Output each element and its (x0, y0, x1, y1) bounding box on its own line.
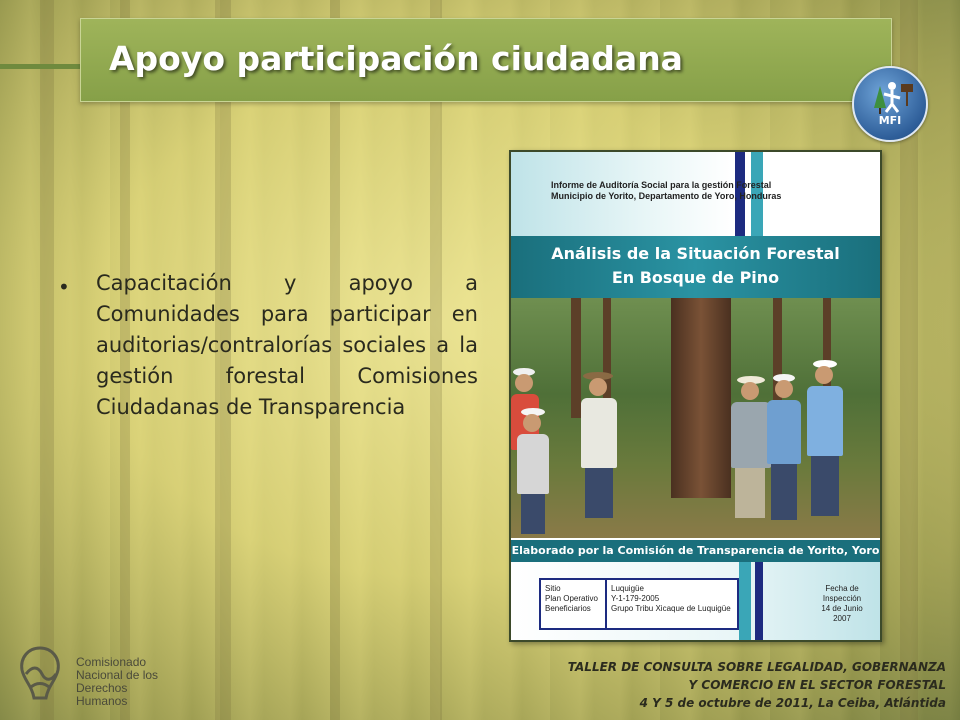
info-label: Beneficiarios (545, 604, 591, 613)
event-line: TALLER DE CONSULTA SOBRE LEGALIDAD, GOBERNANZA (567, 660, 946, 674)
event-caption (568, 658, 946, 712)
cover-header-line: Municipio de Yorito, Departamento de Yoro, Honduras (551, 191, 782, 201)
forest-photo (511, 298, 880, 538)
info-labels (545, 584, 603, 614)
comisionado-name (76, 656, 158, 708)
cover-stripe (755, 562, 763, 640)
cover-header-line: Informe de Auditoría Social para la gestión Forestal (551, 180, 772, 190)
cover-footer-text: Elaborado por la Comisión de Transparencia de Yorito, Yoro (511, 544, 880, 557)
cover-title-band (511, 236, 880, 298)
title-bar (80, 18, 892, 102)
info-values (611, 584, 735, 614)
bullet-list (58, 268, 478, 423)
bullet-marker: • (58, 275, 70, 299)
info-divider (605, 580, 607, 628)
mfi-label: MFI (878, 114, 902, 127)
cover-title-line: En Bosque de Pino (611, 268, 780, 287)
inspection-date (811, 584, 873, 624)
info-value: Luquigüe (611, 584, 644, 593)
inspection-line: Inspección (822, 594, 862, 603)
title-accent-line (0, 64, 80, 69)
event-line: Y COMERCIO EN EL SECTOR FORESTAL (688, 678, 946, 692)
inspection-line: 14 de Junio (821, 604, 863, 613)
cover-stripe (739, 562, 751, 640)
info-value: Y-1-179-2005 (611, 594, 660, 603)
mfi-emblem-icon (854, 68, 926, 140)
comisionado-line: Nacional de los (76, 668, 159, 682)
inspection-line: 2007 (833, 614, 851, 623)
report-cover-image (509, 150, 882, 642)
bullet-item: Capacitación y apoyo a Comunidades para participar en auditorias/contralorías sociales a la gestión forestal Comisiones Ciudadanas de Transparencia (96, 271, 478, 419)
event-line: 4 Y 5 de octubre de 2011, La Ceiba, Atlántida (639, 696, 946, 710)
cover-info-table (539, 578, 739, 630)
tree-trunk (40, 0, 54, 720)
cover-footer-band (511, 538, 880, 564)
pine-trunk (671, 298, 731, 498)
comisionado-logo-icon (12, 644, 68, 706)
comisionado-line: Comisionado (76, 655, 147, 669)
pine-trunk (571, 298, 581, 418)
cover-header-text (551, 180, 791, 202)
mfi-logo (852, 66, 928, 142)
info-value: Grupo Tribu Xicaque de Luquigüe (611, 604, 731, 613)
comisionado-line: Derechos (76, 681, 128, 695)
inspection-line: Fecha de (825, 584, 859, 593)
info-label: Sitio (545, 584, 561, 593)
cover-title-line: Análisis de la Situación Forestal (551, 244, 840, 263)
info-label: Plan Operativo (545, 594, 598, 603)
slide-title: Apoyo participación ciudadana (109, 39, 683, 78)
comisionado-line: Humanos (76, 694, 128, 708)
